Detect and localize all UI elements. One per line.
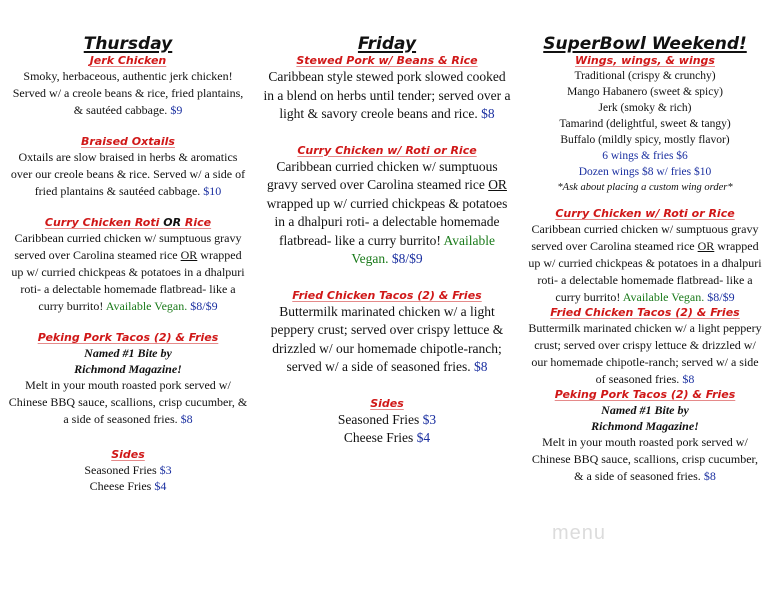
stewed-pork-price: $8 xyxy=(481,106,495,121)
curry-roti-desc xyxy=(8,230,248,315)
stewed-pork-title: Stewed Pork w/ Beans & Rice xyxy=(296,54,478,67)
stewed-pork-desc xyxy=(262,68,512,124)
fri-curry-item xyxy=(262,144,512,269)
jerk-chicken-desc-text: Smoky, herbaceous, authentic jerk chicken! Served w/ a creole beans & rice, fried plantains, & sautéed cabbage. xyxy=(12,69,244,117)
fri-side-1-price: $3 xyxy=(422,411,437,427)
sb-curry-desc-a: Caribbean curried chicken w/ sumptuous gravy served over Carolina steamed rice xyxy=(531,222,759,253)
fri-side-seasoned-fries xyxy=(262,411,512,429)
friday-column xyxy=(262,34,512,447)
fri-side-2-price: $4 xyxy=(416,429,431,445)
watermark: menu xyxy=(552,522,607,544)
wing-flavor-4: Tamarind (delightful, sweet & tangy) xyxy=(559,118,731,130)
wing-price-1: 6 wings & fries $6 xyxy=(602,150,688,162)
sb-tacos-desc xyxy=(526,320,764,388)
curry-roti-title-b: Rice xyxy=(181,216,212,229)
wing-flavor-5: Buffalo (mildly spicy, mostly flavor) xyxy=(560,134,730,146)
sb-curry-item xyxy=(526,207,764,306)
sb-tacos-price: $8 xyxy=(682,372,695,386)
sb-peking-price: $8 xyxy=(703,469,716,483)
fri-side-1-label: Seasoned Fries xyxy=(337,411,420,427)
wings-title: Wings, wings, & wings xyxy=(575,54,715,67)
sb-peking-note-2: Richmond Magazine! xyxy=(591,419,699,433)
sb-curry-price: $8/$9 xyxy=(707,290,735,304)
curry-roti-title xyxy=(8,216,248,230)
peking-note-2: Richmond Magazine! xyxy=(74,362,182,376)
curry-roti-desc-b: wrapped up w/ curried chickpeas & potatoes in a dhalpuri roti- a delectable homemade flatbread- like a curry burrito! xyxy=(11,248,245,313)
sides-title: Sides xyxy=(111,448,145,461)
thursday-sides xyxy=(8,448,248,494)
jerk-chicken-item xyxy=(8,54,248,119)
curry-roti-desc-or: OR xyxy=(180,248,198,262)
curry-roti-desc-a: Caribbean curried chicken w/ sumptuous gravy served over Carolina steamed rice xyxy=(14,231,242,262)
curry-roti-item xyxy=(8,216,248,315)
fri-tacos-title: Fried Chicken Tacos (2) & Fries xyxy=(292,288,482,302)
side-cheese-fries xyxy=(8,478,248,494)
peking-tacos-desc-text: Melt in your mouth roasted pork served w/ Chinese BBQ sauce, scallions, crisp cucumber, & a side of seasoned fries. xyxy=(8,378,248,426)
peking-note-1: Named #1 Bite by xyxy=(84,346,172,360)
fri-sides-title: Sides xyxy=(370,396,404,410)
curry-roti-title-a: Curry Chicken Roti xyxy=(44,216,164,229)
fri-curry-desc xyxy=(262,158,512,269)
sb-peking-item xyxy=(526,388,764,485)
sb-curry-desc-or: OR xyxy=(697,239,715,253)
sb-curry-vegan: Available Vegan. xyxy=(622,290,705,304)
fri-side-2-label: Cheese Fries xyxy=(343,429,414,445)
thursday-title: Thursday xyxy=(83,34,173,54)
side-2-label: Cheese Fries xyxy=(89,479,152,493)
fri-curry-desc-a: Caribbean curried chicken w/ sumptuous gravy served over Carolina steamed rice xyxy=(267,158,498,192)
oxtails-title: Braised Oxtails xyxy=(81,135,175,148)
fri-tacos-desc xyxy=(262,303,512,377)
stewed-pork-desc-text: Caribbean style stewed pork slowed cooked in a blend on herbs until tender; served over a light & savory creole beans and rice. xyxy=(263,69,511,121)
sb-curry-desc xyxy=(526,221,764,306)
fri-tacos-desc-text: Buttermilk marinated chicken w/ a light peppery crust; served over crispy lettuce & drizzled w/ our homemade chipotle-ranch; served w/ a side of seasoned fries. xyxy=(270,303,504,374)
jerk-chicken-desc xyxy=(8,68,248,119)
sb-peking-desc-text: Melt in your mouth roasted pork served w/ Chinese BBQ sauce, scallions, crisp cucumber, & a side of seasoned fries. xyxy=(531,435,759,483)
peking-tacos-price: $8 xyxy=(180,412,193,426)
curry-roti-price: $8/$9 xyxy=(190,299,218,313)
jerk-chicken-price: $9 xyxy=(170,103,183,117)
curry-roti-vegan: Available Vegan. xyxy=(105,299,188,313)
fri-side-cheese-fries xyxy=(262,429,512,447)
wing-price-2: Dozen wings $8 w/ fries $10 xyxy=(578,166,712,178)
friday-title: Friday xyxy=(357,34,417,54)
curry-roti-title-or: OR xyxy=(163,216,182,229)
oxtails-desc-text: Oxtails are slow braised in herbs & aromatics over our creole beans & rice. Served w/ a side of fried plantains & sautéed cabbage. xyxy=(10,150,246,198)
thursday-column xyxy=(8,34,248,494)
sb-tacos-item xyxy=(526,306,764,388)
side-1-label: Seasoned Fries xyxy=(84,463,157,477)
wings-item xyxy=(526,54,764,195)
fri-curry-title: Curry Chicken w/ Roti or Rice xyxy=(297,143,477,157)
oxtails-price: $10 xyxy=(203,184,222,198)
jerk-chicken-title: Jerk Chicken xyxy=(89,54,167,67)
peking-tacos-title: Peking Pork Tacos (2) & Fries xyxy=(37,331,219,344)
side-2-price: $4 xyxy=(154,479,167,493)
peking-tacos-item xyxy=(8,331,248,428)
sb-peking-desc xyxy=(526,434,764,485)
wing-flavor-1: Traditional (crispy & crunchy) xyxy=(574,70,716,82)
fri-tacos-price: $8 xyxy=(473,359,488,374)
wing-custom-note: *Ask about placing a custom wing order* xyxy=(557,182,733,193)
wing-flavor-2: Mango Habanero (sweet & spicy) xyxy=(567,86,723,98)
fri-tacos-item xyxy=(262,289,512,377)
side-seasoned-fries xyxy=(8,462,248,478)
fri-curry-vegan: Available Vegan. xyxy=(351,232,496,266)
oxtails-item xyxy=(8,135,248,200)
fri-curry-desc-or: OR xyxy=(488,177,507,192)
sb-curry-desc-b: wrapped up w/ curried chickpeas & potatoes in a dhalpuri roti- a delectable homemade flatbread- like a curry burrito! xyxy=(528,239,762,304)
stewed-pork-item xyxy=(262,54,512,124)
wing-flavor-3: Jerk (smoky & rich) xyxy=(598,102,692,114)
superbowl-column xyxy=(526,34,764,485)
peking-tacos-desc xyxy=(8,377,248,428)
oxtails-desc xyxy=(8,149,248,200)
side-1-price: $3 xyxy=(159,463,172,477)
friday-sides xyxy=(262,397,512,447)
sb-tacos-desc-text: Buttermilk marinated chicken w/ a light peppery crust; served over crispy lettuce & drizzled w/ our homemade chipotle-ranch; served w/ a side of seasoned fries. xyxy=(528,321,762,386)
fri-curry-desc-b: wrapped up w/ curried chickpeas & potatoes in a dhalpuri roti- a delectable homemade flatbread- like a curry burrito! xyxy=(266,195,508,248)
sb-peking-title: Peking Pork Tacos (2) & Fries xyxy=(554,388,736,401)
sb-peking-note-1: Named #1 Bite by xyxy=(601,403,689,417)
sb-curry-title: Curry Chicken w/ Roti or Rice xyxy=(555,207,735,220)
fri-curry-price: $8/$9 xyxy=(391,251,423,266)
sb-tacos-title: Fried Chicken Tacos (2) & Fries xyxy=(550,306,740,319)
superbowl-title: SuperBowl Weekend! xyxy=(543,34,747,54)
